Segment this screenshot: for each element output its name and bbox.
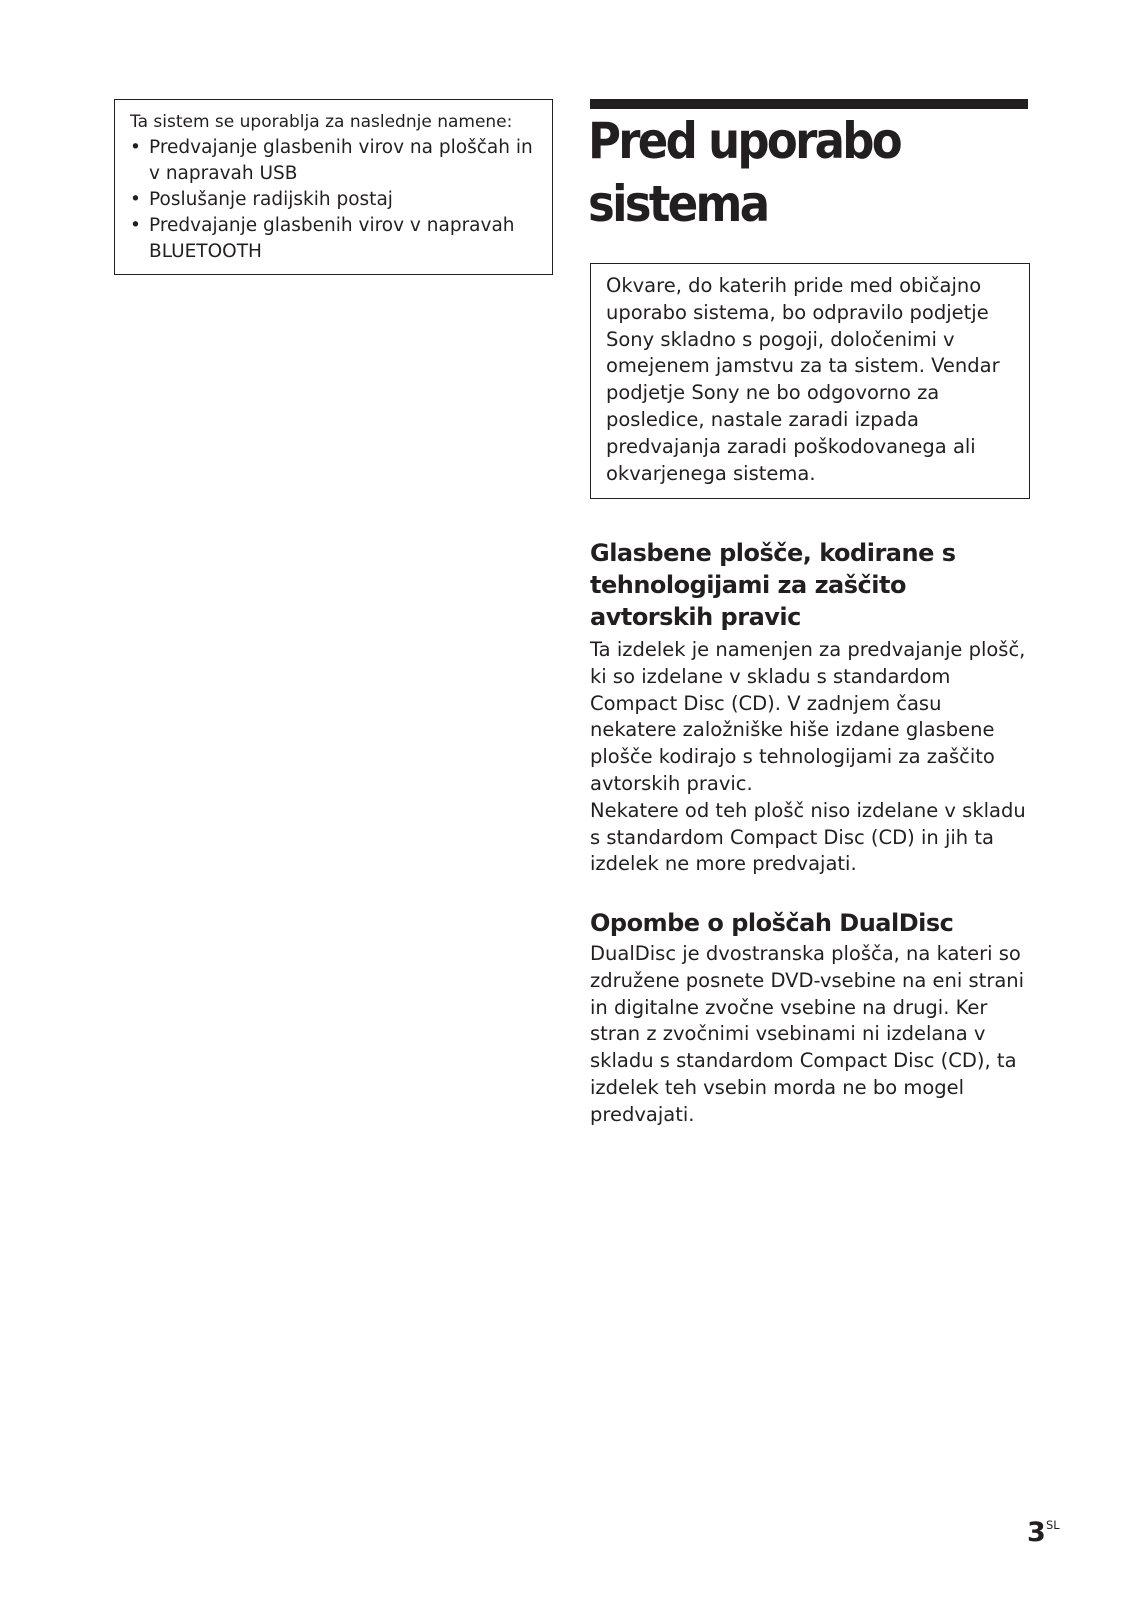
usage-list-item: • Predvajanje glasbenih virov v napravah BLUETOOTH — [130, 213, 538, 265]
warranty-notice-text: Okvare, do katerih pride med običajno uporabo sistema, bo odpravilo podjetje Sony skladno s pogoji, določenimi v omejenem jamstvu za ta sistem. Vendar podjetje Sony ne bo odgovorno za posledice, nastale zaradi izpada predvajanja zaradi poškodovanega ali okvarjenega sistema. — [606, 274, 1000, 485]
page-title — [588, 110, 984, 236]
page-number: 3 — [1027, 1517, 1046, 1548]
body-paragraph: Ta izdelek je namenjen za predvajanje plošč, ki so izdelane v skladu s standardom Compact Disc (CD). V zadnjem času nekatere založniške hiše izdane glasbene plošče kodirajo s tehnologijami za zaščito avtorskih pravic. — [590, 638, 1026, 795]
page-title-line: sistema — [588, 175, 768, 233]
section-body-dualdisc — [590, 941, 1030, 1129]
page-language-code: SL — [1046, 1518, 1060, 1532]
warranty-notice-box — [590, 263, 1030, 499]
body-paragraph: DualDisc je dvostranska plošča, na kateri so združene posnete DVD-vsebine na eni strani in digitalne zvočne vsebine na drugi. Ker stran z zvočnimi vsebinami ni izdelana v skladu s standardom Compact Disc (CD), ta izdelek teh vsebin morda ne bo mogel predvajati. — [590, 942, 1025, 1126]
section-heading-dualdisc: Opombe o ploščah DualDisc — [590, 909, 954, 937]
usage-list — [130, 135, 538, 265]
page-title-line: Pred uporabo — [588, 112, 901, 170]
usage-list-item: • Poslušanje radijskih postaj — [130, 187, 538, 213]
section-body-copy-protected — [590, 637, 1030, 878]
title-top-rule — [590, 99, 1028, 109]
usage-intro-text: Ta sistem se uporablja za naslednje namene: — [130, 112, 513, 132]
body-paragraph: Nekatere od teh plošč niso izdelane v skladu s standardom Compact Disc (CD) in jih ta izdelek ne more predvajati. — [590, 798, 1026, 876]
usage-list-item: • Predvajanje glasbenih virov na ploščah in v napravah USB — [130, 135, 538, 187]
usage-purpose-box — [114, 99, 553, 275]
section-heading-copy-protected: Glasbene plošče, kodirane s tehnologijami za zaščito avtorskih pravic — [590, 539, 956, 631]
